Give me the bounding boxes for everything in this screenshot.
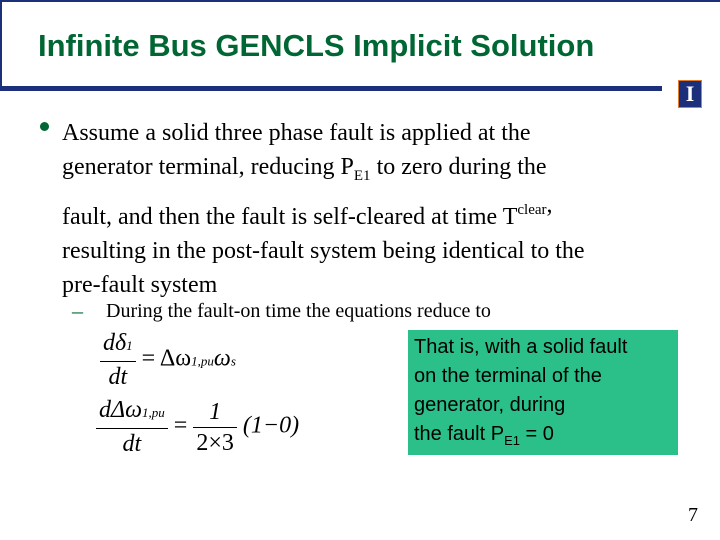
page-number: 7 [688,504,698,526]
eq1-fraction [100,328,136,392]
eq2-num-sub: 1,pu [142,405,165,420]
bullet-line-1: Assume a solid three phase fault is applied at the [62,120,531,146]
title-underline [0,86,662,91]
bullet-line-2-a: generator terminal, reducing P [62,154,354,180]
note-line-4 [414,420,672,455]
eq1-denominator: dt [108,364,128,390]
logo-letter: I [685,81,695,106]
eq1-numerator [100,328,136,362]
bullet-dot-icon [40,122,49,131]
note-line-2: on the terminal of the [414,365,602,387]
note-box [408,330,678,455]
eq1-rhs: = Δω [141,345,192,372]
eq2-coef-num: 1 [193,397,237,428]
bullet-line-2-b: to zero during the [370,154,547,180]
bullet-line-3 [62,193,692,234]
eq2-numerator [96,395,168,429]
bullet-line-3-a: fault, and then the fault is self-cleared at time T [62,204,518,230]
eq1-rhs-tail: ω [213,345,231,372]
note-line-4-b: = 0 [519,423,554,445]
note-line-3: generator, during [414,394,566,416]
bullet-line-3-comma: , [546,192,553,218]
eq2-paren: (1−0) [242,412,300,439]
bullet-line-5: pre-fault system [62,272,218,298]
university-logo [678,80,702,108]
eq2-num-text: dΔω [99,397,143,423]
equation-1 [100,328,236,392]
eq2-coef-fraction [193,397,237,458]
bullet-line-3-sup: clear [517,202,547,218]
note-line-4-a: the fault P [414,423,505,445]
eq1-num-text: dδ [103,330,127,356]
main-bullet [62,116,692,302]
eq1-rhs-sub: 1,pu [191,353,214,369]
bullet-line-2-sub: E1 [353,168,371,184]
left-rule [0,0,2,88]
note-line-4-sub: E1 [504,433,520,448]
sub-bullet-text: During the fault-on time the equations reduce to [106,300,491,322]
eq2-denominator: dt [122,431,142,457]
top-rule [0,0,720,2]
sub-bullet-dash: – [72,298,83,323]
equation-2 [96,395,299,459]
eq1-num-sub: 1 [126,338,133,353]
bullet-line-4: resulting in the post-fault system being identical to the [62,238,585,264]
eq1-rhs-tail-sub: s [230,353,236,369]
slide-title: Infinite Bus GENCLS Implicit Solution [38,28,595,63]
note-line-1: That is, with a solid fault [414,336,628,358]
bullet-line-2 [62,150,692,193]
eq2-coef-den: 2×3 [196,429,234,456]
eq2-fraction [96,395,168,459]
eq2-equals: = [173,412,188,439]
